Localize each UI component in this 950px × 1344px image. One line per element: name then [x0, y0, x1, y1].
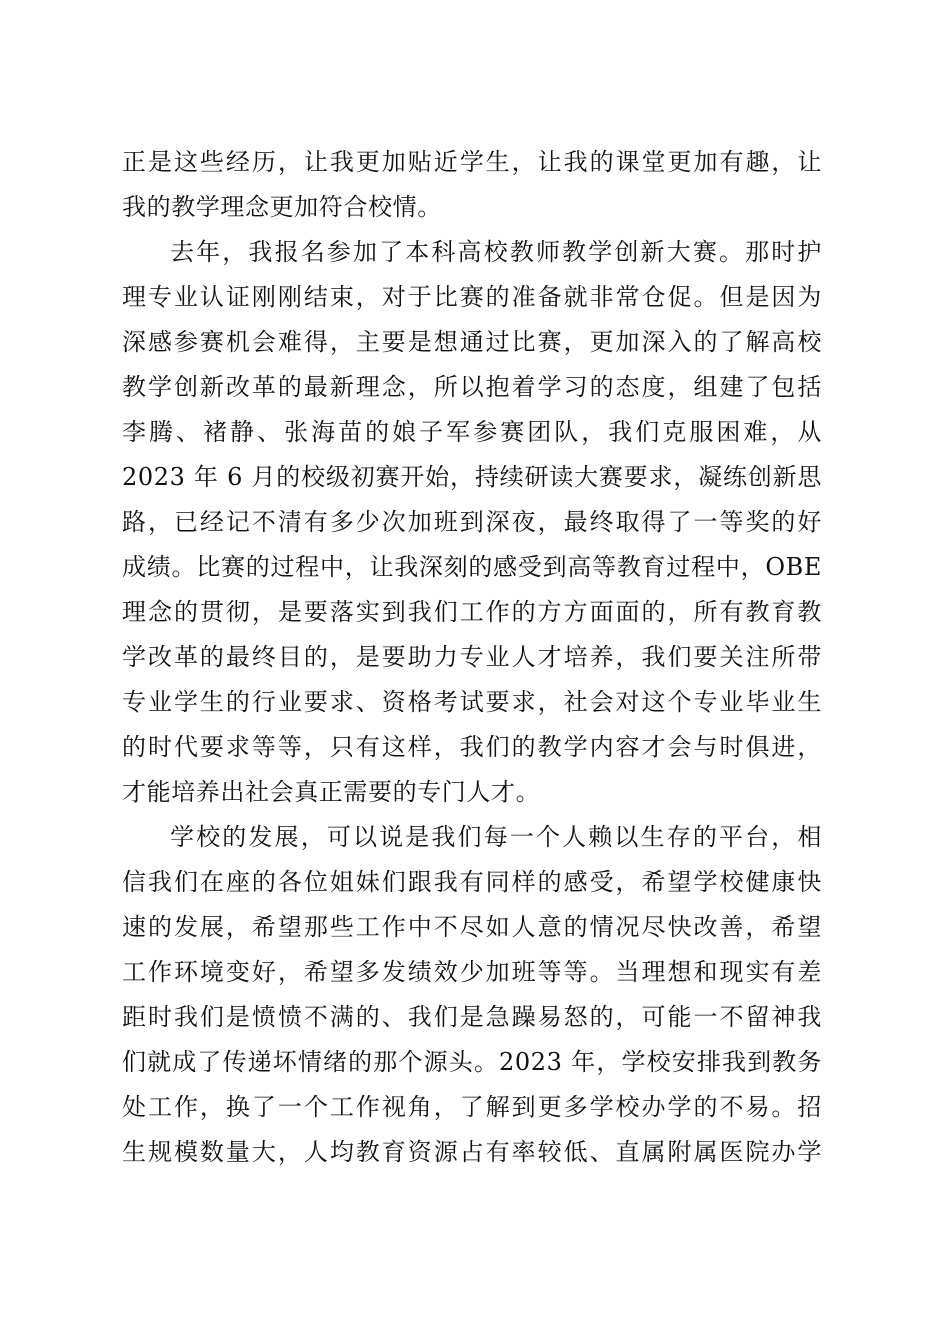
text-line: 李腾、褚静、张海苗的娘子军参赛团队，我们克服困难，从: [122, 418, 822, 446]
text-line: 学校的发展，可以说是我们每一个人赖以生存的平台，相: [170, 823, 822, 851]
text-line: 们就成了传递坏情绪的那个源头。2023 年，学校安排我到教务: [122, 1048, 822, 1076]
text-line: 理念的贯彻，是要落实到我们工作的方方面面的，所有教育教: [122, 598, 822, 626]
text-line: 才能培养出社会真正需要的专门人才。: [122, 778, 541, 806]
paragraph-2: [122, 230, 822, 815]
text-line: 去年，我报名参加了本科高校教师教学创新大赛。那时护: [170, 238, 822, 266]
text-line: 生规模数量大，人均教育资源占有率较低、直属附属医院办学: [122, 1138, 822, 1166]
text-line: 信我们在座的各位姐妹们跟我有同样的感受，希望学校健康快: [122, 868, 822, 896]
text-line: 2023 年 6 月的校级初赛开始，持续研读大赛要求，凝练创新思: [122, 463, 822, 491]
text-line: 成绩。比赛的过程中，让我深刻的感受到高等教育过程中，OBE: [122, 553, 822, 581]
text-line: 理专业认证刚刚结束，对于比赛的准备就非常仓促。但是因为: [122, 283, 822, 311]
text-line: 专业学生的行业要求、资格考试要求，社会对这个专业毕业生: [122, 688, 822, 716]
text-line: 距时我们是愤愤不满的、我们是急躁易怒的，可能一不留神我: [122, 1003, 822, 1031]
text-line: 工作环境变好，希望多发绩效少加班等等。当理想和现实有差: [122, 958, 822, 986]
text-line: 正是这些经历，让我更加贴近学生，让我的课堂更加有趣，让: [122, 148, 822, 176]
document-body: [122, 140, 822, 1175]
text-line: 深感参赛机会难得，主要是想通过比赛，更加深入的了解高校: [122, 328, 822, 356]
paragraph-1: [122, 140, 822, 230]
text-line: 速的发展，希望那些工作中不尽如人意的情况尽快改善，希望: [122, 913, 822, 941]
text-line: 我的教学理念更加符合校情。: [122, 193, 442, 221]
text-line: 学改革的最终目的，是要助力专业人才培养，我们要关注所带: [122, 643, 822, 671]
text-line: 的时代要求等等，只有这样，我们的教学内容才会与时俱进，: [122, 733, 822, 761]
text-line: 处工作，换了一个工作视角，了解到更多学校办学的不易。招: [122, 1093, 822, 1121]
text-line: 教学创新改革的最新理念，所以抱着学习的态度，组建了包括: [122, 373, 822, 401]
text-line: 路，已经记不清有多少次加班到深夜，最终取得了一等奖的好: [122, 508, 822, 536]
paragraph-3: [122, 815, 822, 1175]
